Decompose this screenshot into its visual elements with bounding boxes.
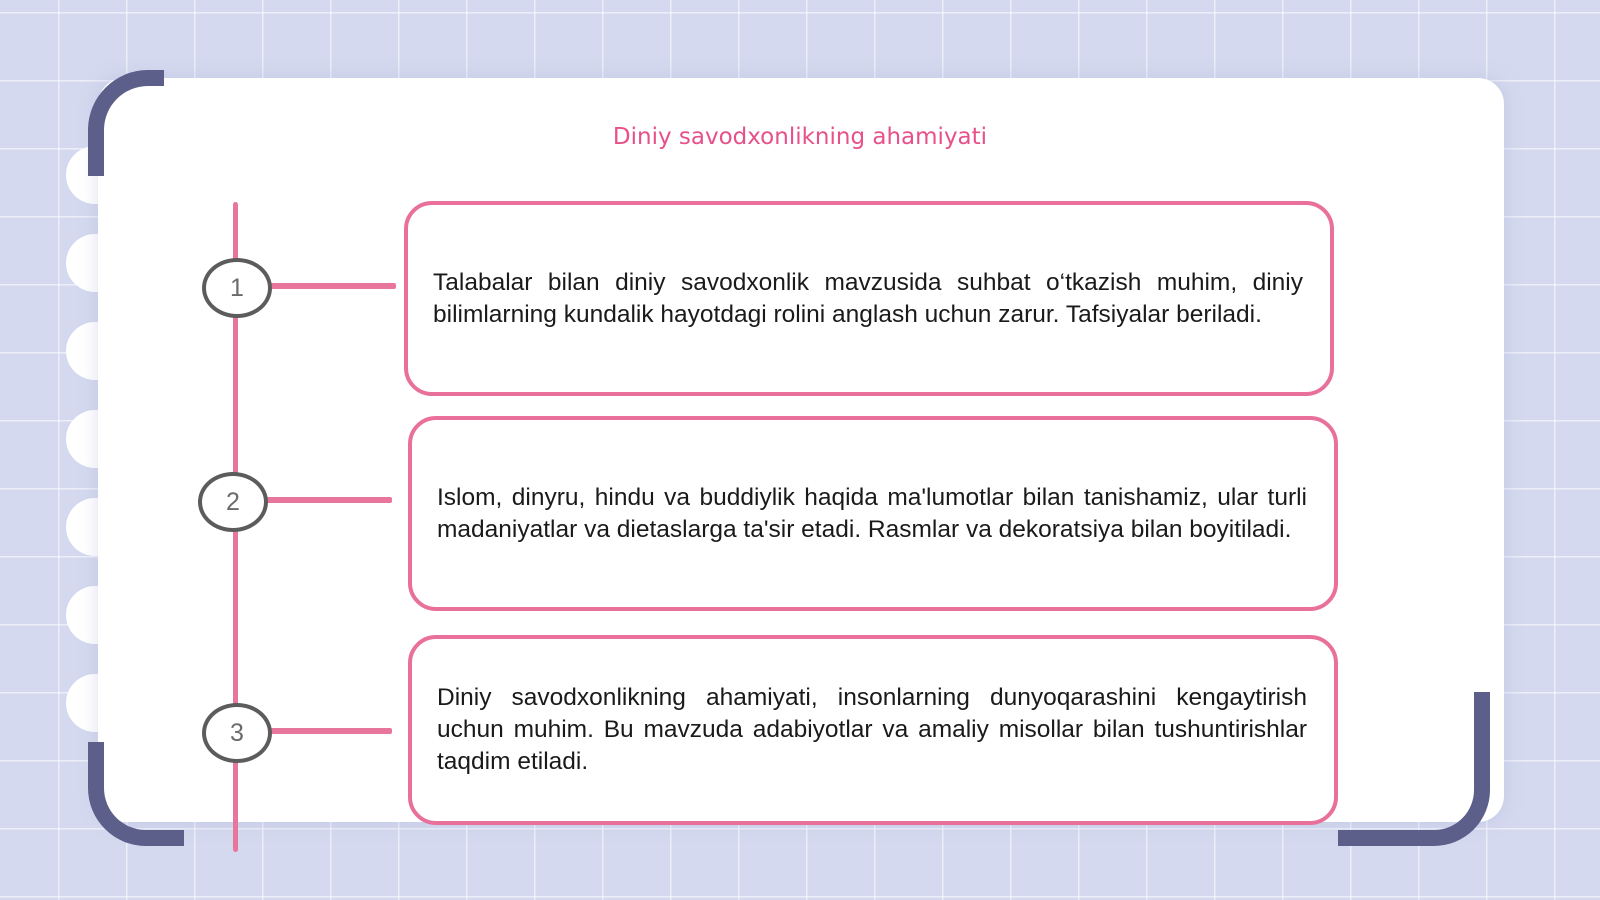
timeline-connector bbox=[262, 497, 392, 503]
card-text: Diniy savodxonlikning ahamiyati, insonlarning dunyoqarashini kengaytirish uchun muhim. Bu mavzuda adabiyotlar va amaliy misollar bilan tushuntirishlar taqdim etiladi. bbox=[437, 684, 1307, 775]
content-card bbox=[408, 416, 1338, 611]
card-text: Islom, dinyru, hindu va buddiylik haqida ma'lumotlar bilan tanishamiz, ular turli madaniyatlar va dietaslarga ta'sir etadi. Rasmlar va dekoratsiya bilan boyitiladi. bbox=[437, 483, 1307, 543]
card-text: Talabalar bilan diniy savodxonlik mavzusida suhbat o‘tkazish muhim, diniy bilimlarning kundalik hayotdagi rolini anglash uchun zarur. Tafsiyalar beriladi. bbox=[433, 268, 1303, 328]
corner-bracket-bottom-right bbox=[1338, 692, 1490, 846]
corner-bracket-top-left bbox=[88, 70, 164, 176]
step-number-badge: 1 bbox=[202, 258, 272, 318]
content-card bbox=[404, 201, 1334, 396]
timeline-connector bbox=[266, 728, 392, 734]
content-card bbox=[408, 635, 1338, 825]
step-number-badge: 3 bbox=[202, 703, 272, 763]
corner-bracket-bottom-left bbox=[88, 742, 184, 846]
timeline-connector bbox=[266, 283, 396, 289]
slide-title: Diniy savodxonlikning ahamiyati bbox=[612, 124, 988, 150]
step-number-badge: 2 bbox=[198, 472, 268, 532]
